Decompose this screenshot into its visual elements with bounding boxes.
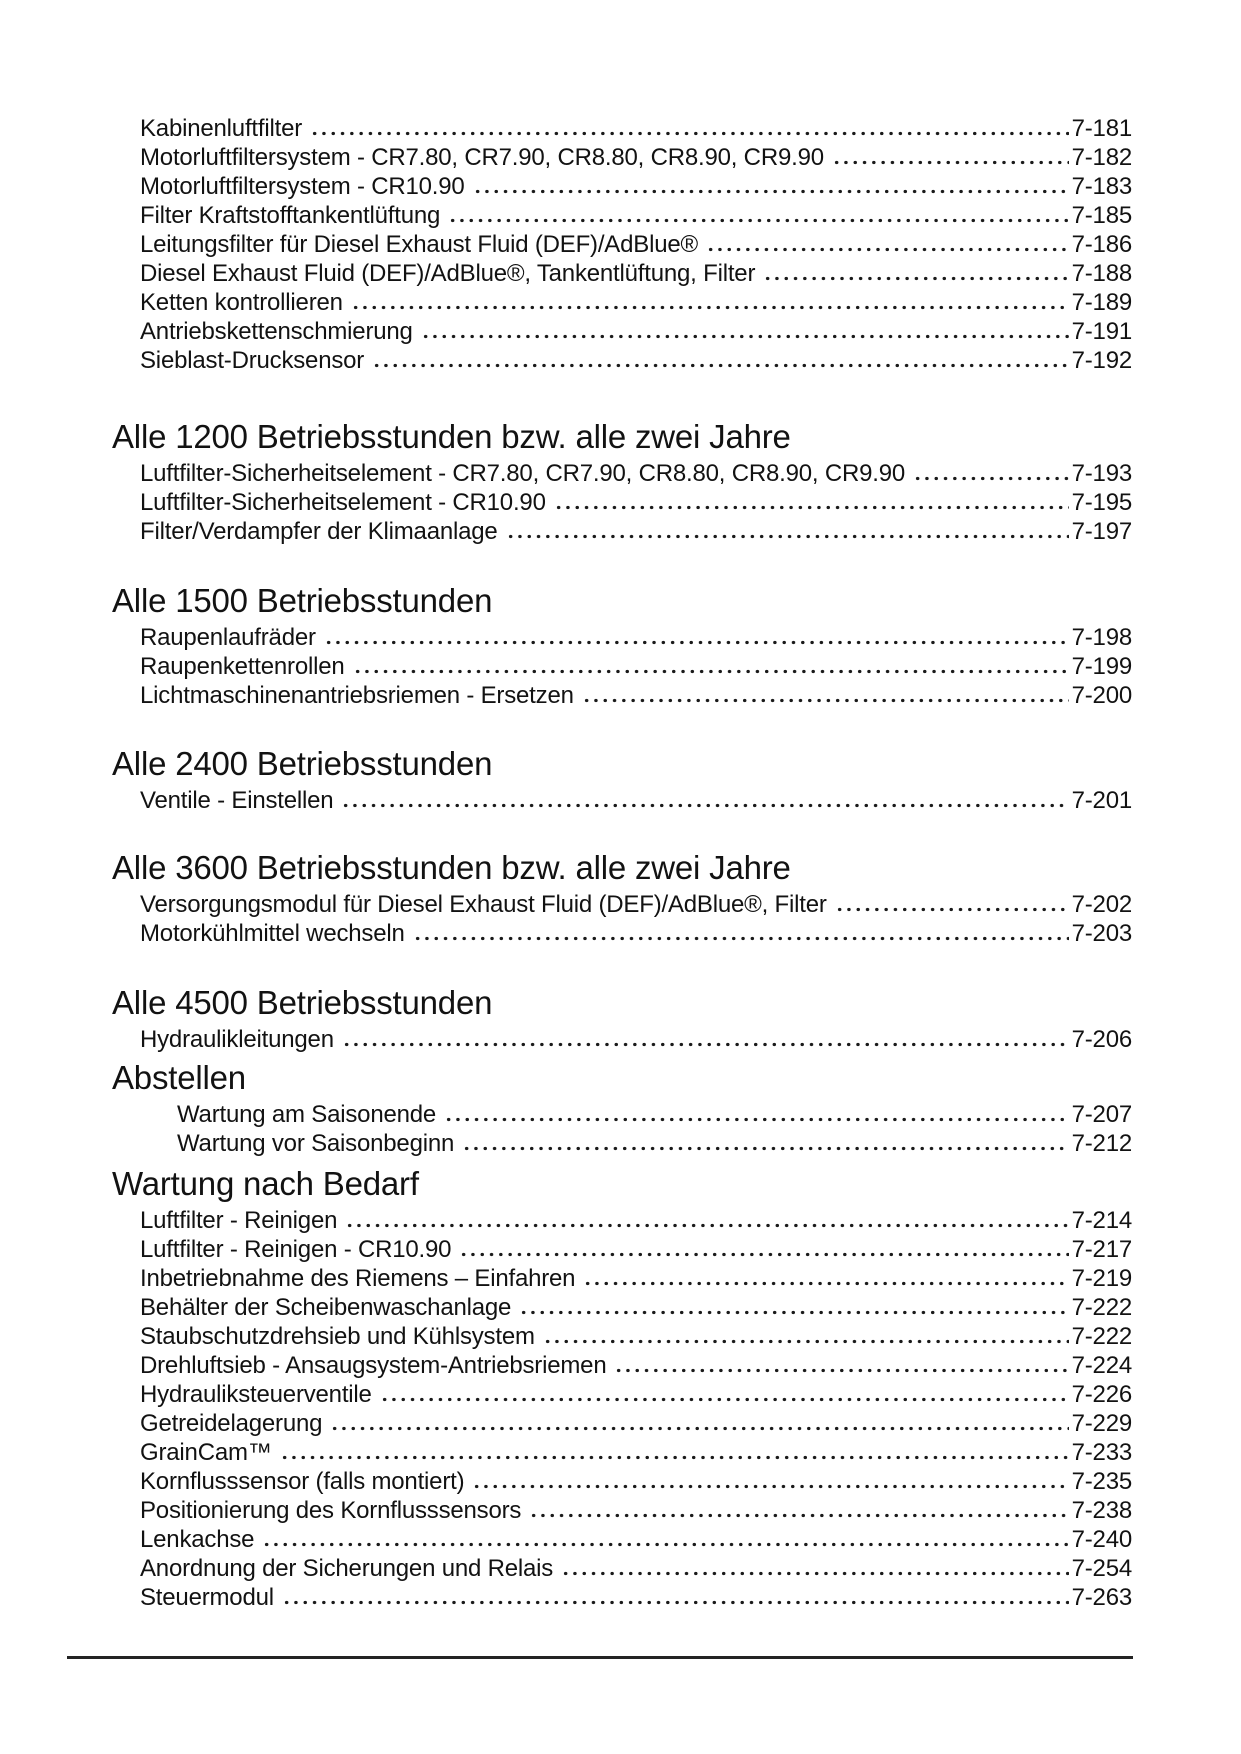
toc-entry-title: Ventile - Einstellen: [140, 787, 334, 814]
toc-entry: [112, 288, 1132, 317]
dot-leader: [518, 1293, 1068, 1322]
toc-entry-title: Getreidelagerung: [140, 1410, 323, 1437]
dot-leader: [542, 1322, 1069, 1351]
dot-leader: [443, 1100, 1069, 1129]
dot-leader: [560, 1554, 1069, 1583]
toc-entry-title: Lichtmaschinenantriebsriemen - Ersetzen: [140, 682, 574, 709]
section-heading: Alle 1500 Betriebsstunden: [112, 582, 493, 619]
toc-section: [112, 744, 1132, 815]
toc-entry-page: 7-198: [1071, 624, 1132, 651]
dot-leader: [505, 517, 1069, 546]
toc-entry: [112, 346, 1132, 375]
toc-entry-title: Kabinenluftfilter: [140, 115, 303, 142]
toc-entry: [112, 919, 1132, 948]
toc-entry: [112, 1496, 1132, 1525]
toc-entry-title: Filter/Verdampfer der Klimaanlage: [140, 518, 498, 545]
toc-entry-title: Kornflusssensor (falls montiert): [140, 1468, 465, 1495]
toc-entry-page: 7-224: [1071, 1352, 1132, 1379]
toc-entry-page: 7-214: [1071, 1207, 1132, 1234]
dot-leader: [528, 1496, 1068, 1525]
dot-leader: [582, 1264, 1068, 1293]
dot-leader: [581, 681, 1069, 710]
dot-leader: [281, 1583, 1069, 1612]
toc-section: [112, 983, 1132, 1054]
toc-entry-page: 7-217: [1071, 1236, 1132, 1263]
dot-leader: [762, 259, 1068, 288]
toc-entry: [112, 1322, 1132, 1351]
dot-leader: [309, 114, 1069, 143]
toc-entry-page: 7-181: [1071, 115, 1132, 142]
toc-entry-title: Drehluftsieb - Ansaugsystem-Antriebsriemen: [140, 1352, 607, 1379]
toc-entry: [112, 1100, 1132, 1129]
toc-entry-page: 7-182: [1071, 144, 1132, 171]
toc-entry-page: 7-193: [1071, 460, 1132, 487]
toc-entry-title: Raupenlaufräder: [140, 624, 316, 651]
toc-entry-title: Staubschutzdrehsieb und Kühlsystem: [140, 1323, 535, 1350]
toc-entry-page: 7-197: [1071, 518, 1132, 545]
toc-entry: [112, 259, 1132, 288]
dot-leader: [340, 786, 1068, 815]
toc-entry: [112, 681, 1132, 710]
dot-leader: [831, 143, 1069, 172]
toc-entry: [112, 172, 1132, 201]
toc-entry-page: 7-195: [1071, 489, 1132, 516]
toc-entry-page: 7-185: [1071, 202, 1132, 229]
toc-entry-page: 7-191: [1071, 318, 1132, 345]
dot-leader: [279, 1438, 1069, 1467]
toc-entry-title: Positionierung des Kornflusssensors: [140, 1497, 522, 1524]
toc-entry-page: 7-254: [1071, 1555, 1132, 1582]
toc-section: [112, 581, 1132, 710]
dot-leader: [705, 230, 1069, 259]
dot-leader: [458, 1235, 1068, 1264]
toc-entry: [112, 114, 1132, 143]
dot-leader: [461, 1129, 1068, 1158]
toc-entry: [112, 1467, 1132, 1496]
toc-entry: [112, 1264, 1132, 1293]
toc-entry: [112, 488, 1132, 517]
toc-entry-page: 7-188: [1071, 260, 1132, 287]
toc-entry: [112, 517, 1132, 546]
toc-entry: [112, 1293, 1132, 1322]
toc-entry-title: Motorluftfiltersystem - CR10.90: [140, 173, 465, 200]
toc-entry-title: Hydraulikleitungen: [140, 1026, 334, 1053]
toc-entry: [112, 652, 1132, 681]
dot-leader: [261, 1525, 1068, 1554]
toc-entry: [112, 1583, 1132, 1612]
toc-entry: [112, 143, 1132, 172]
toc-entry: [112, 1409, 1132, 1438]
toc-entry: [112, 1235, 1132, 1264]
toc-entry-title: Steuermodul: [140, 1584, 274, 1611]
dot-leader: [447, 201, 1068, 230]
toc-entry-page: 7-235: [1071, 1468, 1132, 1495]
section-heading: Alle 1200 Betriebsstunden bzw. alle zwei Jahre: [112, 418, 791, 455]
dot-leader: [350, 288, 1069, 317]
toc-entry-page: 7-183: [1071, 173, 1132, 200]
dot-leader: [471, 1467, 1068, 1496]
toc-entry: [112, 1525, 1132, 1554]
dot-leader: [834, 890, 1069, 919]
toc-entry-title: Inbetriebnahme des Riemens – Einfahren: [140, 1265, 576, 1292]
toc-entry-title: Sieblast-Drucksensor: [140, 347, 365, 374]
toc-entry-page: 7-240: [1071, 1526, 1132, 1553]
toc-entry-title: Lenkachse: [140, 1526, 255, 1553]
toc-entry: [112, 1438, 1132, 1467]
footer-rule: [67, 1656, 1133, 1659]
toc-entry-page: 7-229: [1071, 1410, 1132, 1437]
toc-entry-page: 7-201: [1071, 787, 1132, 814]
toc-entry-page: 7-222: [1071, 1323, 1132, 1350]
toc-entry: [112, 890, 1132, 919]
dot-leader: [472, 172, 1069, 201]
dot-leader: [379, 1380, 1069, 1409]
toc-section: [112, 114, 1132, 375]
toc-entry-page: 7-212: [1071, 1130, 1132, 1157]
toc-section: [112, 417, 1132, 546]
toc-entry-title: Leitungsfilter für Diesel Exhaust Fluid (DEF)/AdBlue®: [140, 231, 698, 258]
toc-entry-page: 7-226: [1071, 1381, 1132, 1408]
toc-section: [112, 1164, 1132, 1612]
dot-leader: [371, 346, 1069, 375]
dot-leader: [329, 1409, 1068, 1438]
toc-section: [112, 848, 1132, 948]
toc-entry: [112, 459, 1132, 488]
dot-leader: [912, 459, 1069, 488]
toc-entry: [112, 230, 1132, 259]
toc-entry-title: Behälter der Scheibenwaschanlage: [140, 1294, 512, 1321]
toc-entry-title: Raupenkettenrollen: [140, 653, 345, 680]
toc-entry-page: 7-263: [1071, 1584, 1132, 1611]
toc-entry-page: 7-222: [1071, 1294, 1132, 1321]
toc-entry: [112, 1129, 1132, 1158]
toc-entry-page: 7-233: [1071, 1439, 1132, 1466]
toc-entry-page: 7-200: [1071, 682, 1132, 709]
dot-leader: [352, 652, 1069, 681]
toc-entry: [112, 317, 1132, 346]
toc-entry-title: Luftfilter-Sicherheitselement - CR7.80, CR7.90, CR8.80, CR8.90, CR9.90: [140, 460, 906, 487]
toc-entry-title: GrainCam™: [140, 1439, 272, 1466]
toc-entry-title: Motorluftfiltersystem - CR7.80, CR7.90, CR8.80, CR8.90, CR9.90: [140, 144, 824, 171]
toc-entry-title: Antriebskettenschmierung: [140, 318, 413, 345]
dot-leader: [344, 1206, 1068, 1235]
toc-entry-page: 7-192: [1071, 347, 1132, 374]
section-heading: Wartung nach Bedarf: [112, 1165, 419, 1202]
toc-section: [112, 1058, 1132, 1158]
section-heading: Abstellen: [112, 1059, 246, 1096]
toc-entry-page: 7-199: [1071, 653, 1132, 680]
toc-entry-page: 7-219: [1071, 1265, 1132, 1292]
toc-entry: [112, 786, 1132, 815]
toc-entry-page: 7-186: [1071, 231, 1132, 258]
toc-entry-page: 7-189: [1071, 289, 1132, 316]
toc-entry-title: Luftfilter-Sicherheitselement - CR10.90: [140, 489, 546, 516]
dot-leader: [323, 623, 1069, 652]
toc-entry: [112, 623, 1132, 652]
toc-entry-title: Luftfilter - Reinigen: [140, 1207, 338, 1234]
toc-entry: [112, 1025, 1132, 1054]
toc-entry-page: 7-203: [1071, 920, 1132, 947]
dot-leader: [553, 488, 1069, 517]
toc-entry: [112, 1351, 1132, 1380]
section-heading: Alle 3600 Betriebsstunden bzw. alle zwei Jahre: [112, 849, 791, 886]
toc-entry-title: Wartung vor Saisonbeginn: [177, 1130, 455, 1157]
toc-entry-page: 7-206: [1071, 1026, 1132, 1053]
toc-entry-title: Luftfilter - Reinigen - CR10.90: [140, 1236, 452, 1263]
toc: [112, 114, 1132, 1612]
toc-entry: [112, 1554, 1132, 1583]
toc-entry-page: 7-202: [1071, 891, 1132, 918]
toc-entry: [112, 1380, 1132, 1409]
dot-leader: [613, 1351, 1068, 1380]
toc-entry-title: Ketten kontrollieren: [140, 289, 343, 316]
toc-entry: [112, 1206, 1132, 1235]
dot-leader: [341, 1025, 1069, 1054]
toc-entry-title: Wartung am Saisonende: [177, 1101, 437, 1128]
toc-entry: [112, 201, 1132, 230]
dot-leader: [420, 317, 1069, 346]
toc-entry-title: Anordnung der Sicherungen und Relais: [140, 1555, 554, 1582]
toc-entry-title: Filter Kraftstofftankentlüftung: [140, 202, 441, 229]
toc-entry-title: Versorgungsmodul für Diesel Exhaust Fluid (DEF)/AdBlue®, Filter: [140, 891, 827, 918]
section-heading: Alle 4500 Betriebsstunden: [112, 984, 493, 1021]
section-heading: Alle 2400 Betriebsstunden: [112, 745, 493, 782]
toc-entry-title: Motorkühlmittel wechseln: [140, 920, 405, 947]
toc-entry-title: Diesel Exhaust Fluid (DEF)/AdBlue®, Tankentlüftung, Filter: [140, 260, 756, 287]
toc-entry-title: Hydrauliksteuerventile: [140, 1381, 372, 1408]
toc-entry-page: 7-207: [1071, 1101, 1132, 1128]
dot-leader: [412, 919, 1069, 948]
toc-entry-page: 7-238: [1071, 1497, 1132, 1524]
